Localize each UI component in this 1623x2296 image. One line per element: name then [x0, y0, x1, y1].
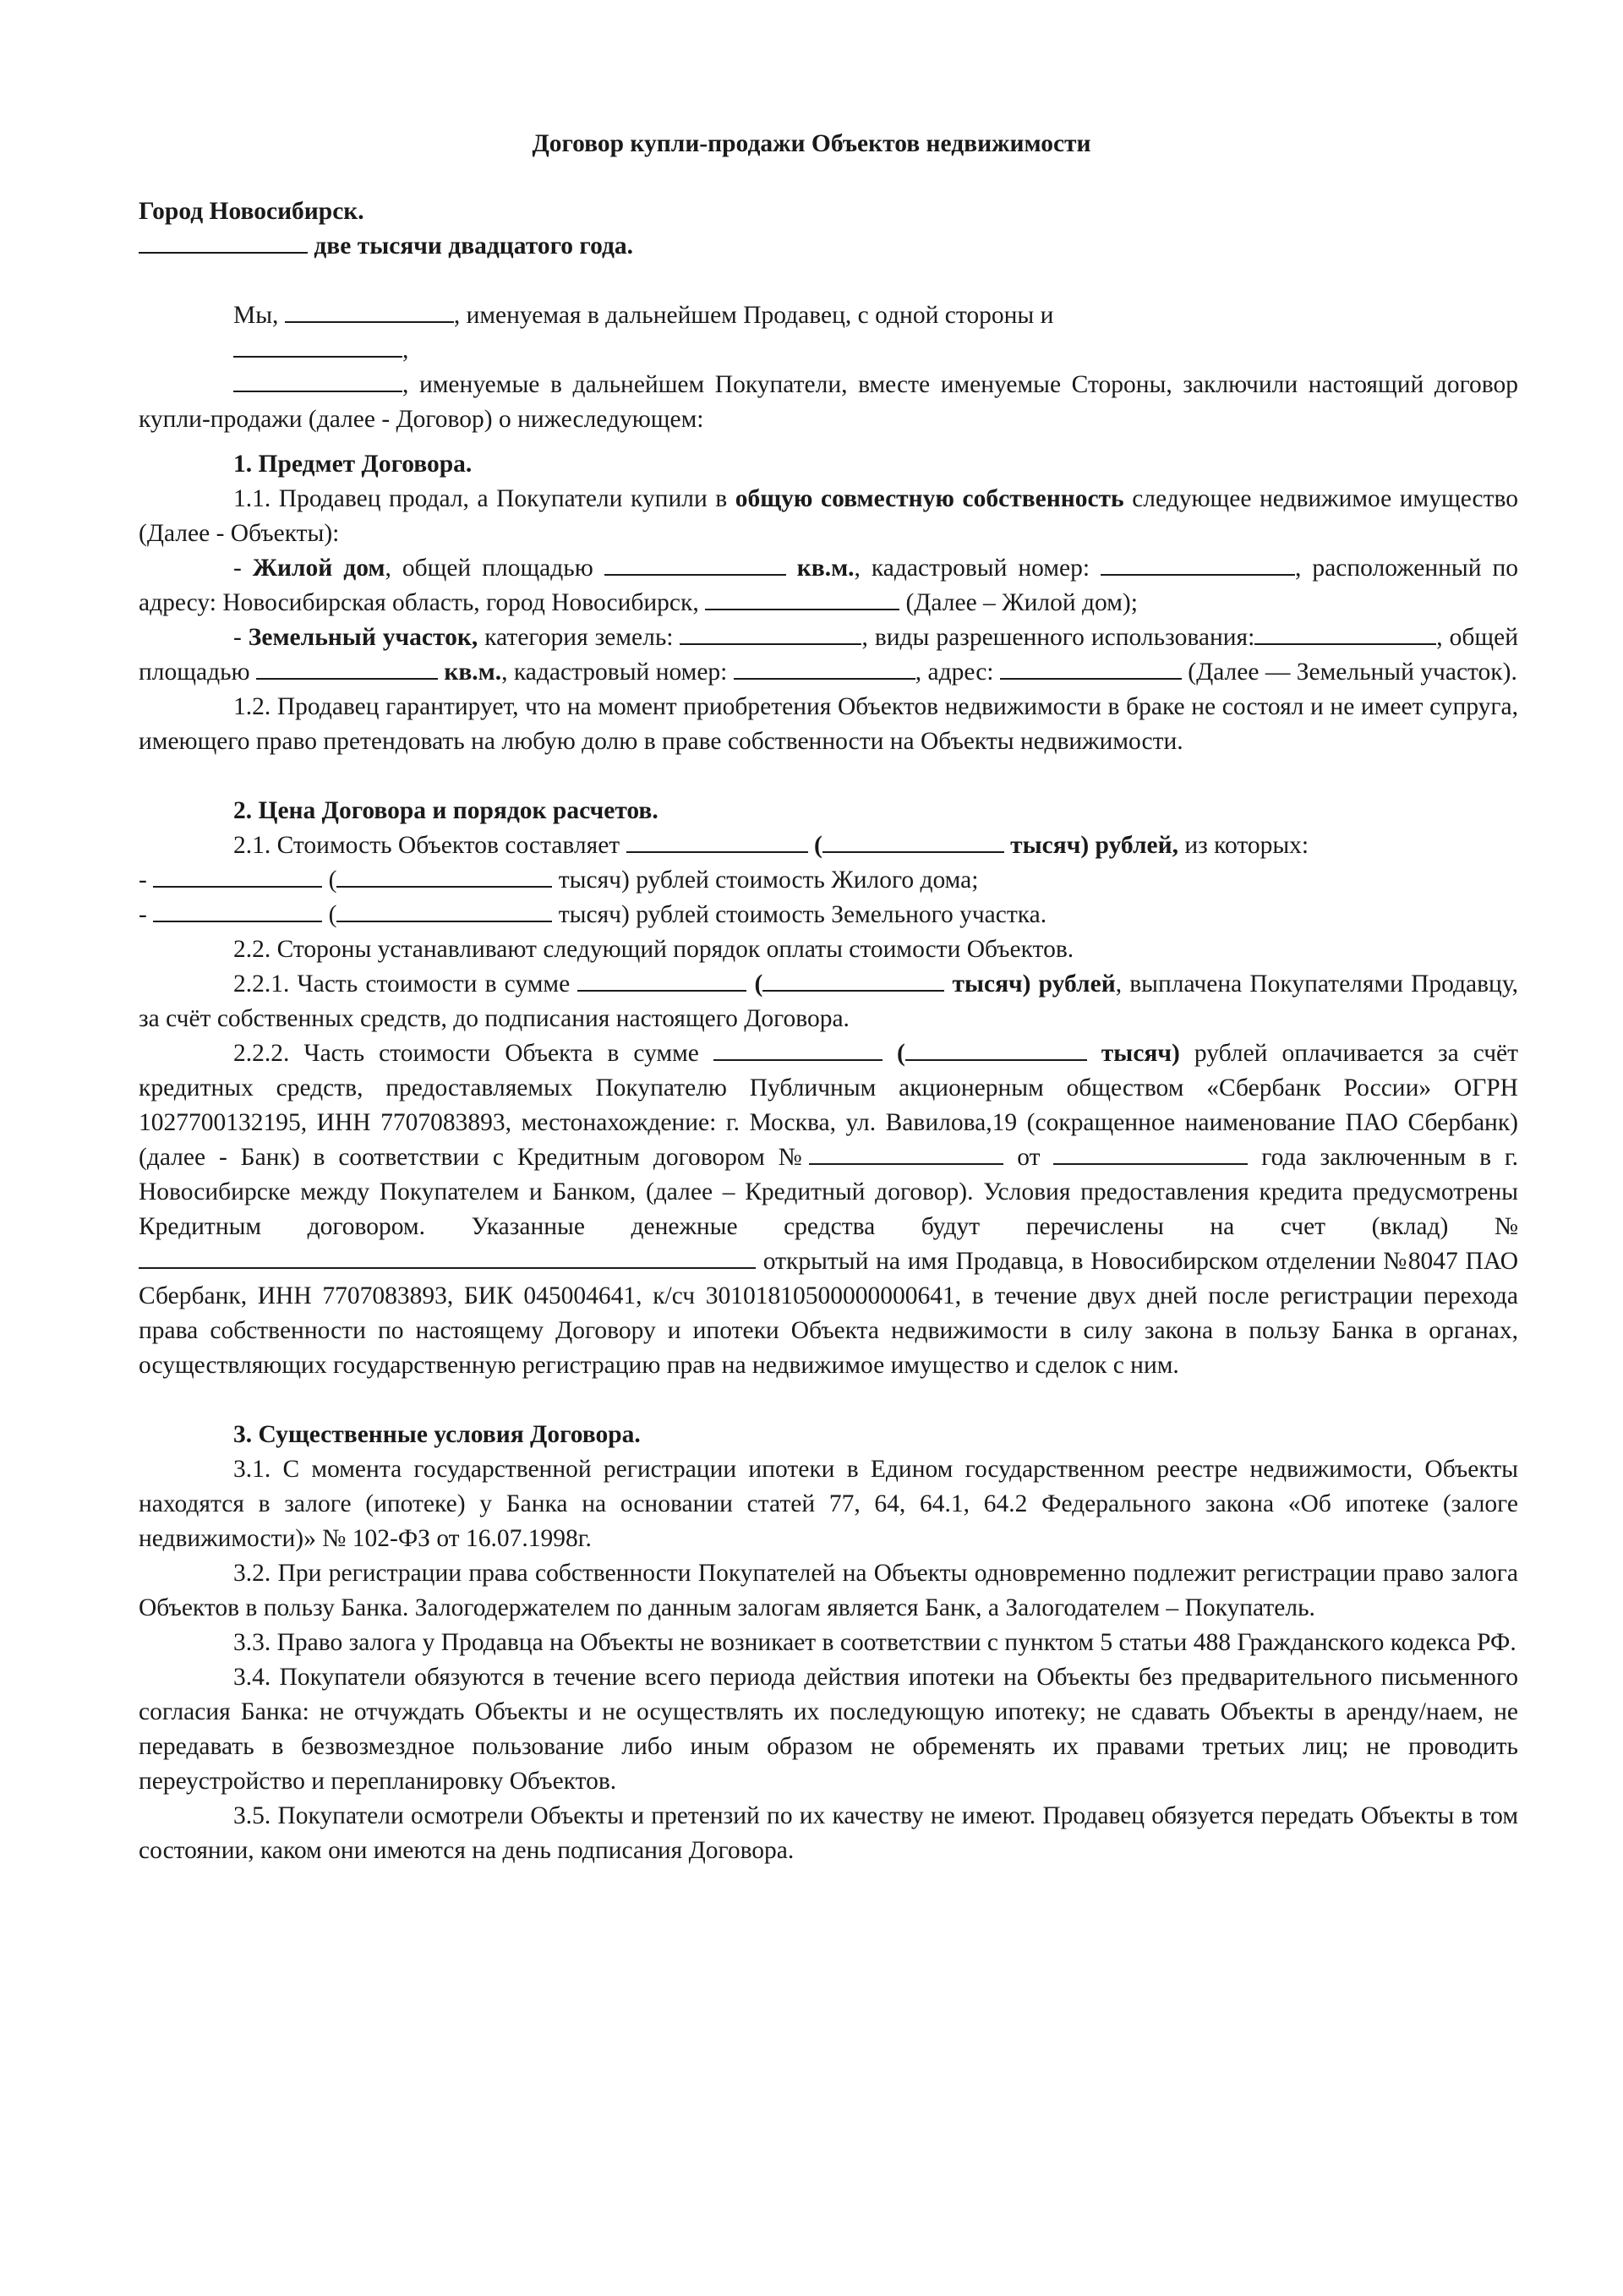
clause-3-3: 3.3. Право залога у Продавца на Объекты не возникает в соответствии с пунктом 5 статьи 488 Гражданского кодекса РФ. — [233, 1629, 1516, 1656]
clause-3-4: 3.4. Покупатели обязуются в течение всего периода действия ипотеки на Объекты без предварительного письменного согласия Банка: не отчуждать Объекты и не осуществлять их последующую ипотеку; не сдавать Объекты в аренду/наем, не передавать в безвозмездное пользование либо иным образом не обременять их правами третьих лиц; не проводить переустройство и перепланировку Объектов. — [139, 1664, 1518, 1795]
price-line-house: - ( тысяч) рублей стоимость Жилого дома; — [139, 866, 979, 894]
spacer — [139, 759, 1518, 794]
clause-1-1-house: - Жилой дом, общей площадью кв.м., кадастровый номер: , расположенный по адресу: Новосибирская область, город Новосибирск, (Далее – Жилой дом); — [139, 555, 1519, 616]
clause-2-2-2: 2.2.2. Часть стоимости Объекта в сумме ( тысяч) рублей оплачивается за счёт кредитных средств, предоставляемых Покупателю Публичным акционерным обществом «Сбербанк России» ОГРН 1027700132195, ИНН 7707083893, местонахождение: г. Москва, ул. Вавилова,19 (сокращенное наименование ПАО Сбербанк) (далее - Банк) в соответствии с Кредитным договором № от года заключенным в г. Новосибирске между Покупателем и Банком, (далее – Кредитный договор). Условия предоставления кредита предусмотрены Кредитным договором. Указанные денежные средства будут перечислены на счет (вклад) № открытый на имя Продавца, в Новосибирском отделении №8047 ПАО Сбербанк, ИНН 7707083893, БИК 045004641, к/сч 30101810500000000641, в течение двух дней после регистрации перехода права собственности по настоящему Договору и ипотеки Объекта недвижимости в силу закона в пользу Банка в органах, осуществляющих государственную регистрацию прав на недвижимое имущество и сделок с ним. — [139, 1040, 1519, 1379]
price-line-land: - ( тысяч) рублей стоимость Земельного участка. — [139, 901, 1047, 928]
account-number-blank — [139, 1247, 756, 1269]
own-funds-blank — [577, 970, 746, 992]
credit-contract-date-blank — [1053, 1143, 1248, 1165]
total-price-words-blank — [822, 831, 1004, 853]
land-cadastral-blank — [734, 658, 915, 680]
house-cadastral-blank — [1101, 554, 1295, 576]
clause-1-1-land: - Земельный участок, категория земель: , виды разрешенного использования: , общей площадью кв.м., кадастровый номер: , адрес: (Далее — Земельный участок). — [139, 624, 1518, 686]
date-line: две тысячи двадцатого года. — [139, 229, 1518, 264]
clause-3-5: 3.5. Покупатели осмотрели Объекты и претензий по их качеству не имеют. Продавец обязуется передать Объекты в том состоянии, каком они имеются на день подписания Договора. — [139, 1802, 1518, 1864]
own-funds-words-blank — [762, 970, 944, 992]
clause-1-2: 1.2. Продавец гарантирует, что на момент приобретения Объектов недвижимости в браке не состоял и не имеет супруга, имеющего право претендовать на любую долю в праве собственности на Объекты недвижимости. — [139, 693, 1518, 755]
spacer — [139, 264, 1518, 298]
land-price-words-blank — [336, 900, 552, 922]
land-price-blank — [153, 900, 322, 922]
credit-contract-number-blank — [809, 1143, 1003, 1165]
intro-buyer-1: , — [139, 333, 1518, 368]
document-body — [139, 194, 1518, 1868]
clause-1-1: 1.1. Продавец продал, а Покупатели купили в общую совместную собственность следующее недвижимое имущество (Далее - Объекты): — [139, 485, 1518, 547]
spacer — [139, 1383, 1518, 1418]
land-address-blank — [1000, 658, 1182, 680]
city-line: Город Новосибирск. — [139, 198, 364, 225]
document-title: Договор купли-продажи Объектов недвижимости — [532, 130, 1091, 157]
house-price-words-blank — [336, 866, 552, 888]
section-3-heading: 3. Существенные условия Договора. — [233, 1421, 641, 1448]
buyer2-name-blank — [233, 370, 402, 392]
house-price-blank — [153, 866, 322, 888]
land-category-blank — [680, 623, 861, 645]
clause-2-2: 2.2. Стороны устанавливают следующий порядок оплаты стоимости Объектов. — [233, 936, 1074, 963]
section-1-heading: 1. Предмет Договора. — [233, 451, 473, 478]
clause-2-1: 2.1. Стоимость Объектов составляет ( тысяч) рублей, из которых: — [233, 832, 1309, 859]
land-area-blank — [256, 658, 438, 680]
land-usage-blank — [1254, 623, 1436, 645]
buyer1-name-blank — [233, 336, 402, 358]
clause-3-1: 3.1. С момента государственной регистрации ипотеки в Едином государственном реестре недвижимости, Объекты находятся в залоге (ипотеке) у Банка на основании статей 77, 64, 64.1, 64.2 Федерального закона «Об ипотеке (залоге недвижимости)» № 102-ФЗ от 16.07.1998г. — [139, 1456, 1518, 1552]
clause-2-2-1: 2.2.1. Часть стоимости в сумме ( тысяч) рублей, выплачена Покупателями Продавцу, за счёт собственных средств, до подписания настоящего Договора. — [139, 970, 1519, 1032]
section-2-heading: 2. Цена Договора и порядок расчетов. — [233, 797, 658, 824]
credit-funds-words-blank — [905, 1039, 1087, 1061]
intro-seller: Мы, , именуемая в дальнейшем Продавец, с одной стороны и — [233, 302, 1054, 329]
house-area-blank — [604, 554, 786, 576]
date-blank — [139, 232, 308, 254]
spacer — [139, 437, 1518, 447]
house-address-blank — [705, 588, 899, 610]
intro-buyer-2: , именуемые в дальнейшем Покупатели, вместе именуемые Стороны, заключили настоящий договор купли-продажи (далее - Договор) о нижеследующем: — [139, 371, 1518, 433]
total-price-blank — [626, 831, 808, 853]
credit-funds-blank — [713, 1039, 883, 1061]
clause-3-2: 3.2. При регистрации права собственности Покупателей на Объекты одновременно подлежит регистрации право залога Объектов в пользу Банка. Залогодержателем по данным залогам является Банк, а Залогодателем – Покупатель. — [139, 1560, 1518, 1621]
seller-name-blank — [285, 301, 454, 323]
